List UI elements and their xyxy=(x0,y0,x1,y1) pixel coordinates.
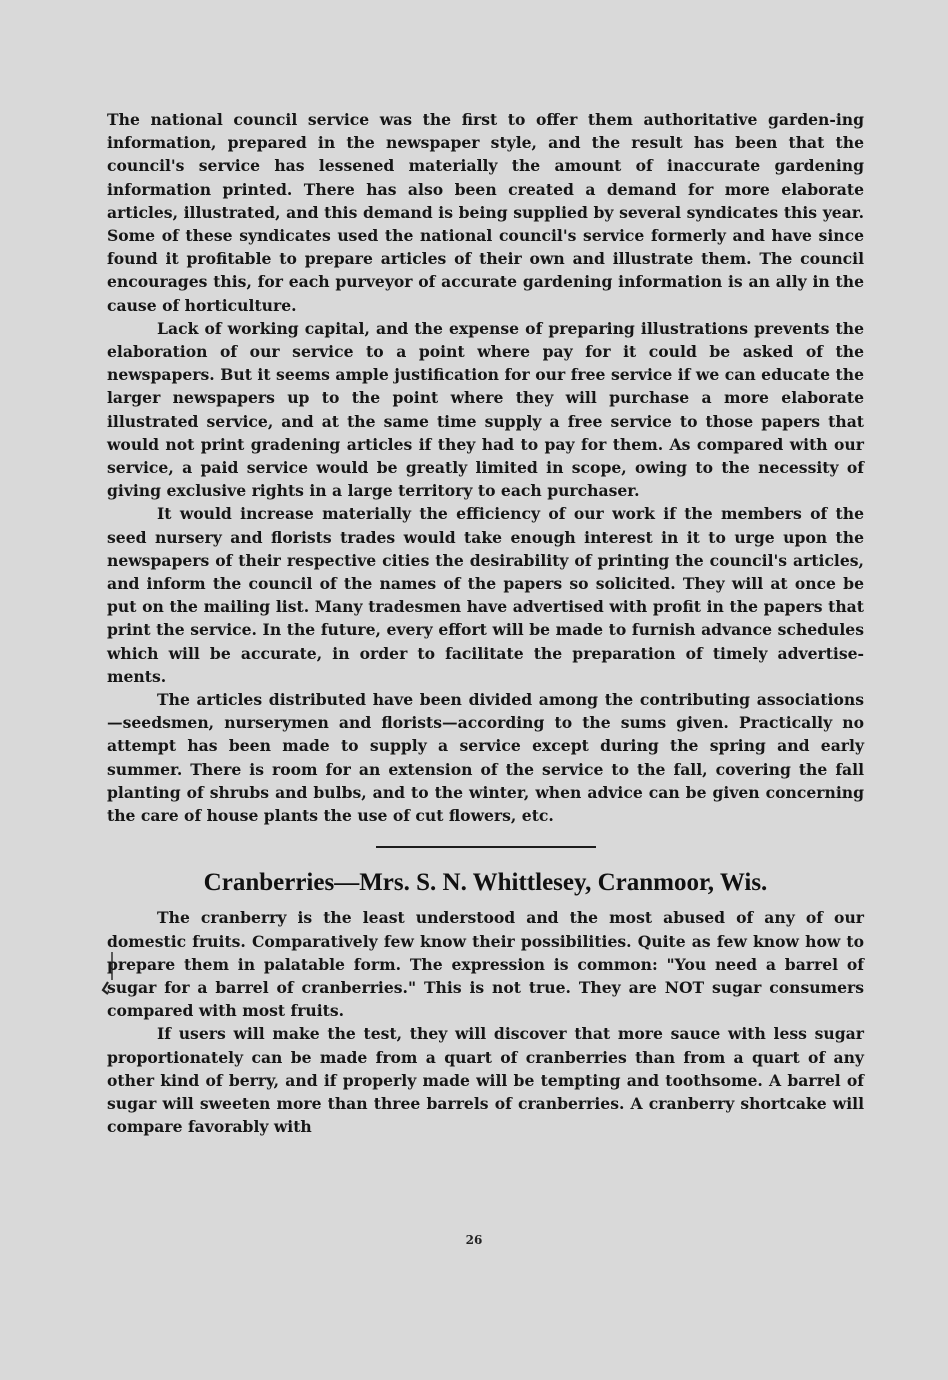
body-paragraph-2: Lack of working capital, and the expense of preparing illustrations prevents the elaboration of our service to a point where pay for it could be asked of the newspapers. But it seems ample justification for our free service if we can educate the larger newspapers up to the point where they will purchase a more elaborate illustrated service, and at the same time supply a free service to those papers that would not print gradening articles if they had to pay for them. As compared with our service, a paid service would be greatly limited in scope, owing to the necessity of giving exclusive rights in a large territory to each purchaser. xyxy=(107,318,864,501)
page-text xyxy=(107,108,864,1138)
section-heading: Cranberries—Mrs. S. N. Whittlesey, Cranmoor, Wis. xyxy=(203,869,768,897)
body-paragraph-4: The articles distributed have been divided among the contributing associations—seedsmen, nurserymen and florists—according to the sums given. Practically no attempt has been made to supply a service except during the spring and early summer. There is room for an extension of the service to the fall, covering the fall planting of shrubs and bulbs, and to the winter, when advice can be given concerning the care of house plants the use of cut flowers, etc. xyxy=(107,690,864,826)
body-paragraph-3: It would increase materially the efficiency of our work if the members of the seed nursery and florists trades would take enough interest in it to urge upon the newspapers of their respective cities the desirability of printing the council's articles, and inform the council of the names of the papers so solicited. They will at once be put on the mailing list. Many tradesmen have advertised with profit in the papers that print the service. In the future, every effort will be made to furnish advance schedules which will be accurate, in order to facilitate the preparation of timely advertise-ments. xyxy=(107,504,864,686)
body-paragraph-1: The national council service was the first to offer them authoritative garden-ing information, prepared in the newspaper style, and the result has been that the council's service has lessened materially the amount of inaccurate gardening information printed. There has also been created a demand for more elaborate articles, illustrated, and this demand is being supplied by several syndicates this year. Some of these syndicates used the national council's service formerly and have since found it profitable to prepare articles of their own and illustrate them. The council encourages this, for each purveyor of accurate gardening information is an ally in the cause of horticulture. xyxy=(107,110,864,315)
section-paragraph-2: If users will make the test, they will discover that more sauce with less sugar proportionately can be made from a quart of cranberries than from a quart of any other kind of berry, and if properly made will be tempting and toothsome. A barrel of sugar will sweeten more than three barrels of cranberries. A cranberry shortcake will compare favorably with xyxy=(107,1024,864,1137)
section-paragraph-1: The cranberry is the least understood and the most abused of any of our domestic fruits. Comparatively few know their possibilities. Quite as few know how to prepare them in palatable form. The expression is common: "You need a barrel of sugar for a barrel of cranberries." This is not true. They are NOT sugar consumers compared with most fruits. xyxy=(107,908,864,1021)
section-divider xyxy=(376,846,596,848)
page-number: 26 xyxy=(465,1233,483,1247)
